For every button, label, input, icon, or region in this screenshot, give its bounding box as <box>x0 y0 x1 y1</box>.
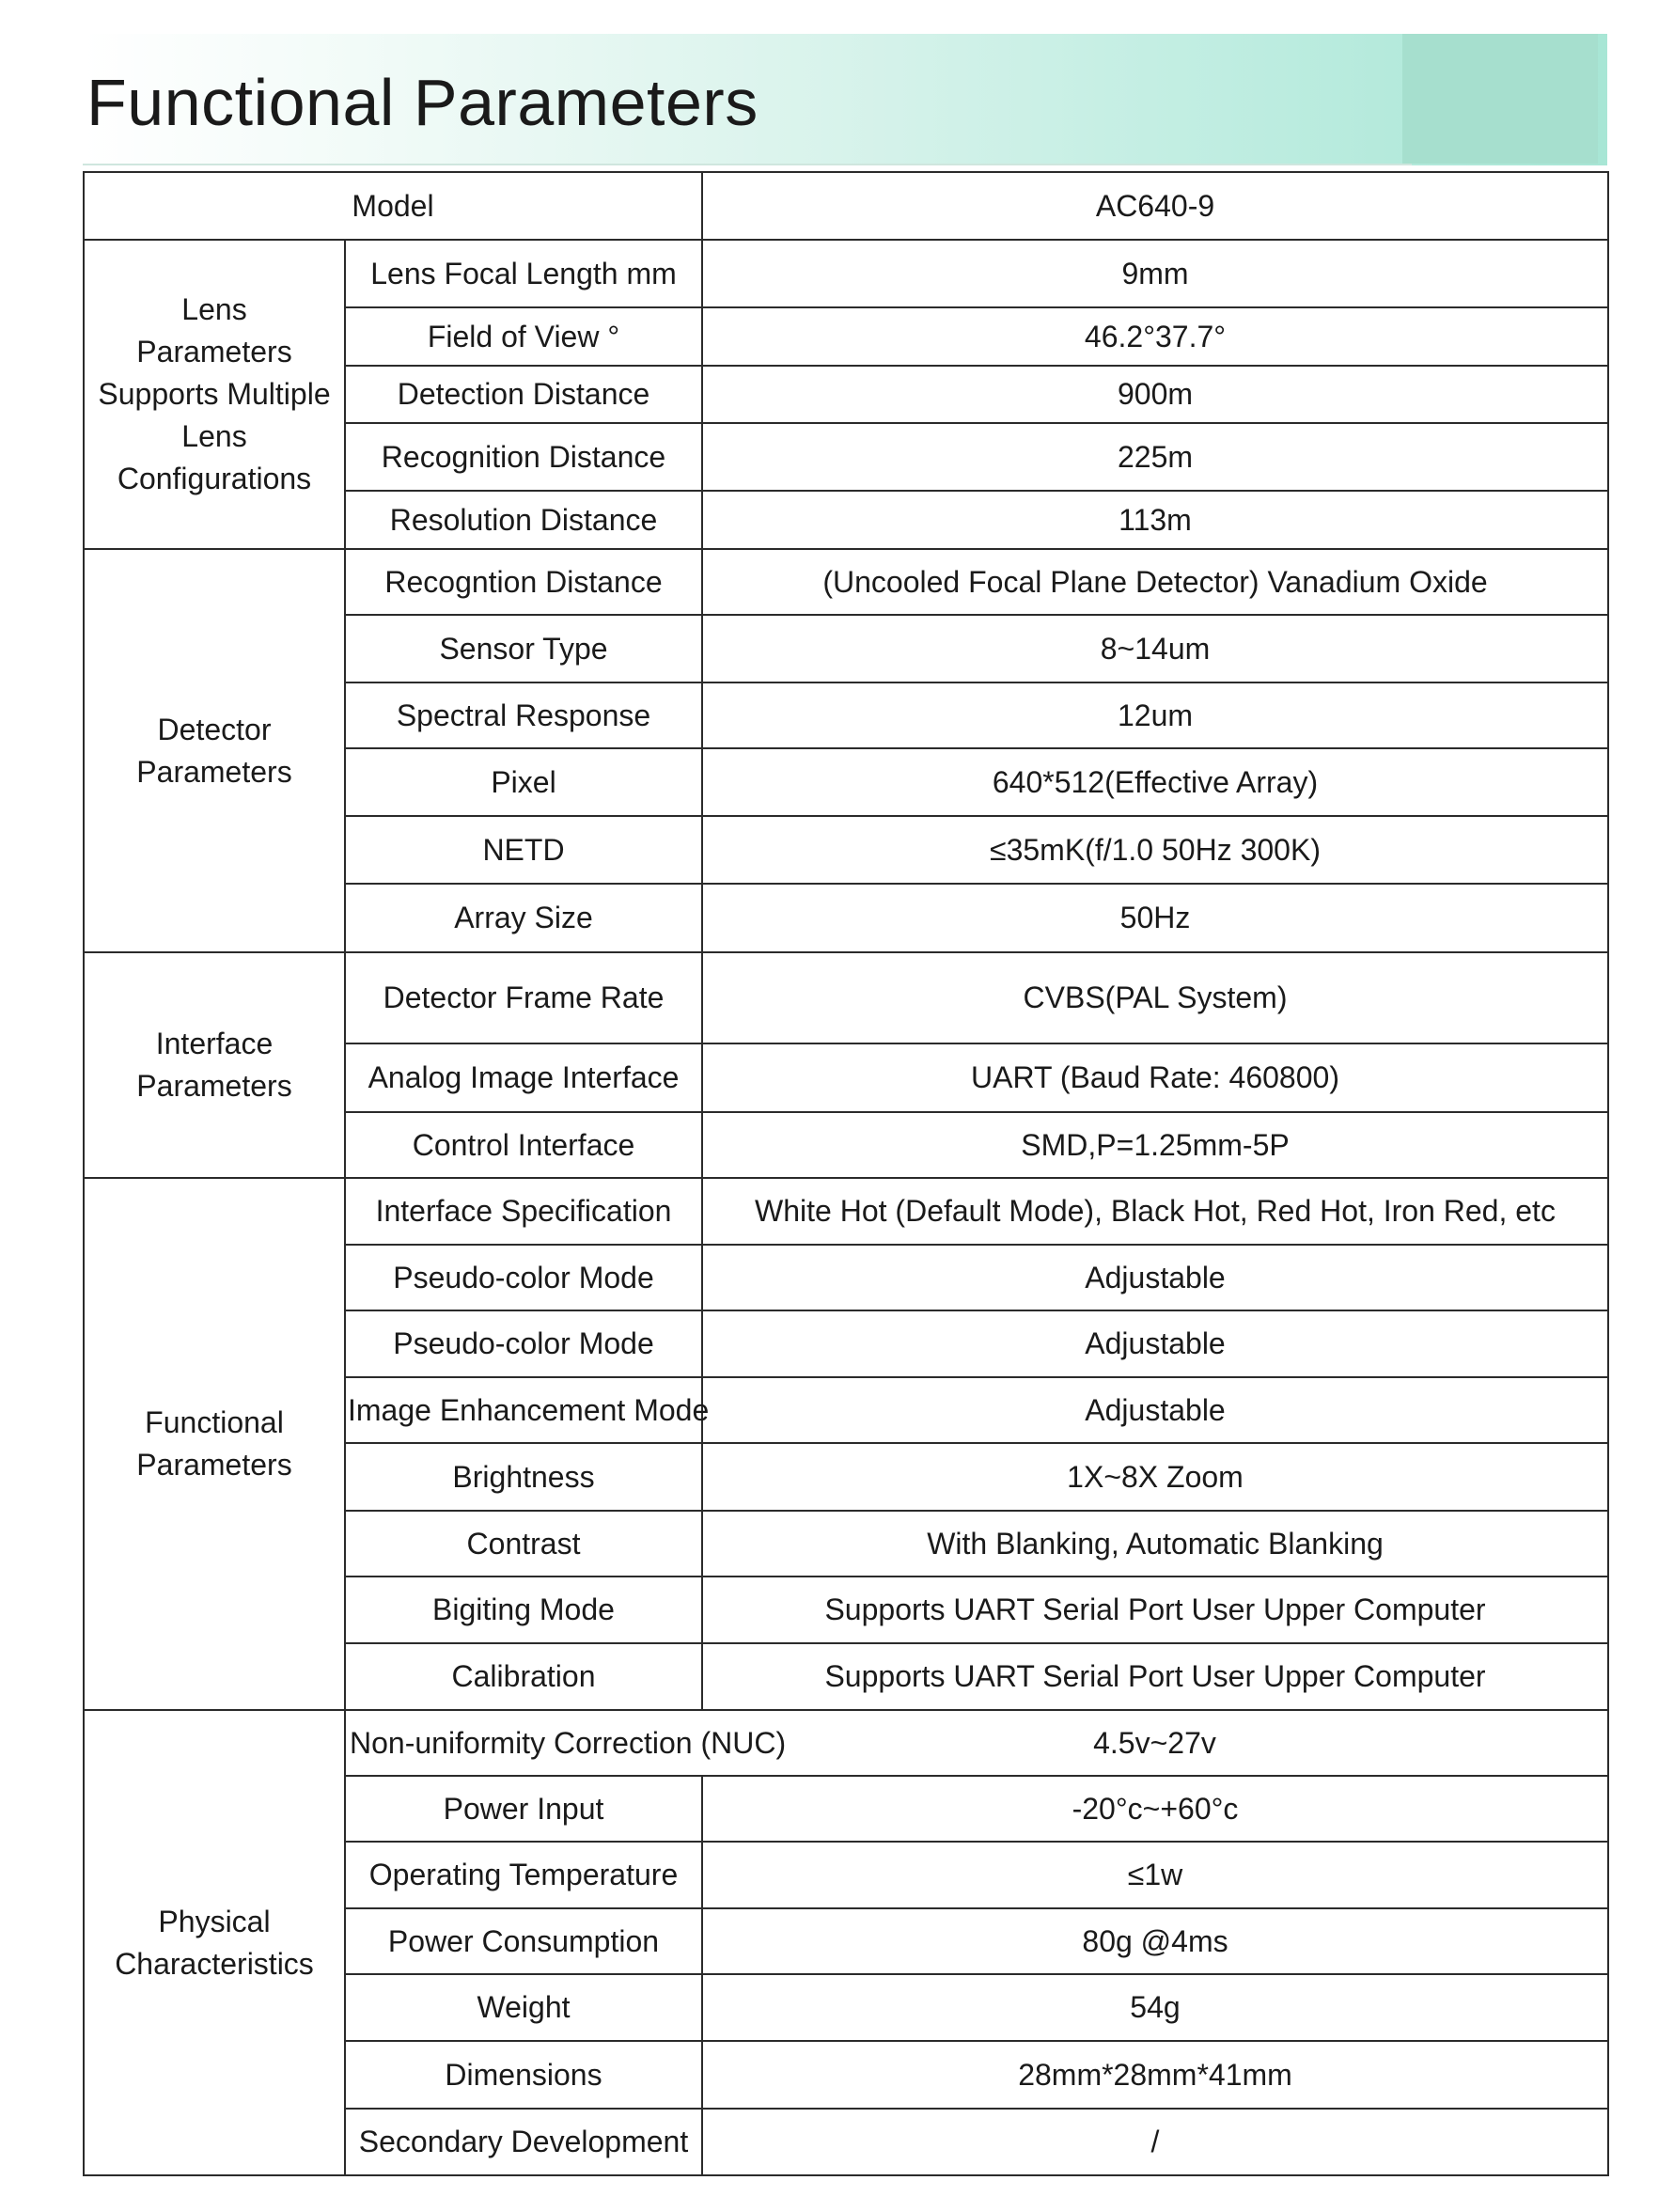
title-banner <box>83 34 1607 165</box>
model-value: AC640-9 <box>702 172 1608 240</box>
parameter-value: 640*512(Effective Array) <box>702 748 1608 816</box>
category-line: Parameters <box>136 335 292 369</box>
parameter-value: 4.5v~27v <box>702 1710 1608 1776</box>
table-row <box>84 549 1608 615</box>
parameter-name: Brightness <box>345 1443 702 1511</box>
category-line: Characteristics <box>115 1946 314 1981</box>
parameter-value: 50Hz <box>702 884 1608 952</box>
parameter-value: 28mm*28mm*41mm <box>702 2041 1608 2109</box>
parameter-value: 12um <box>702 682 1608 748</box>
parameter-value: ≤1w <box>702 1842 1608 1908</box>
parameter-value: -20°c~+60°c <box>702 1776 1608 1842</box>
category-line: Physical <box>158 1904 271 1938</box>
parameter-value: 54g <box>702 1974 1608 2041</box>
table-row <box>84 240 1608 307</box>
parameter-name: NETD <box>345 816 702 884</box>
parameter-name: Recognition Distance <box>345 423 702 491</box>
category-cell <box>84 952 345 1178</box>
parameter-value: Adjustable <box>702 1377 1608 1443</box>
category-cell <box>84 240 345 549</box>
parameter-name: Analog Image Interface <box>345 1043 702 1112</box>
model-row <box>84 172 1608 240</box>
category-cell <box>84 549 345 952</box>
parameter-value: 900m <box>702 366 1608 423</box>
parameter-name: Array Size <box>345 884 702 952</box>
category-line: Lens Configurations <box>117 419 312 495</box>
parameter-name: Contrast <box>345 1511 702 1577</box>
table-row <box>84 1178 1608 1245</box>
parameter-name: Pseudo-color Mode <box>345 1310 702 1377</box>
parameter-value: / <box>702 2109 1608 2175</box>
table-row <box>84 952 1608 1043</box>
category-line: Parameters <box>136 1069 292 1103</box>
parameter-value: SMD,P=1.25mm-5P <box>702 1112 1608 1178</box>
category-line: Supports Multiple <box>98 377 331 411</box>
parameter-value: CVBS(PAL System) <box>702 952 1608 1043</box>
parameter-name: Resolution Distance <box>345 491 702 549</box>
parameter-name: Secondary Development <box>345 2109 702 2175</box>
parameter-name: Image Enhancement Mode <box>345 1377 702 1443</box>
parameter-name: Interface Specification <box>345 1178 702 1245</box>
parameter-name: Pixel <box>345 748 702 816</box>
parameter-value: Adjustable <box>702 1245 1608 1310</box>
parameter-value: White Hot (Default Mode), Black Hot, Red Hot, Iron Red, etc <box>702 1178 1608 1245</box>
banner-accent-block <box>1402 34 1598 164</box>
banner-underline <box>83 164 1412 165</box>
parameter-value: Supports UART Serial Port User Upper Computer <box>702 1643 1608 1710</box>
parameter-name: Detector Frame Rate <box>345 952 702 1043</box>
parameter-name: Non-uniformity Correction (NUC) <box>345 1710 702 1776</box>
category-line: Functional <box>145 1405 284 1439</box>
page-title: Functional Parameters <box>86 66 759 139</box>
category-cell <box>84 1178 345 1710</box>
parameter-name: Spectral Response <box>345 682 702 748</box>
parameter-name: Field of View ° <box>345 307 702 366</box>
parameter-value: 80g @4ms <box>702 1908 1608 1974</box>
parameter-value: 8~14um <box>702 615 1608 682</box>
parameter-value: 113m <box>702 491 1608 549</box>
parameter-value: With Blanking, Automatic Blanking <box>702 1511 1608 1577</box>
parameter-value: 225m <box>702 423 1608 491</box>
parameter-name: Dimensions <box>345 2041 702 2109</box>
parameter-value: Adjustable <box>702 1310 1608 1377</box>
parameter-name: Recogntion Distance <box>345 549 702 615</box>
parameter-name: Bigiting Mode <box>345 1577 702 1643</box>
parameter-name: Control Interface <box>345 1112 702 1178</box>
parameter-name: Operating Temperature <box>345 1842 702 1908</box>
parameter-value: Supports UART Serial Port User Upper Computer <box>702 1577 1608 1643</box>
parameter-name: Lens Focal Length mm <box>345 240 702 307</box>
parameter-value: UART (Baud Rate: 460800) <box>702 1043 1608 1112</box>
spec-table <box>83 171 1609 2176</box>
parameter-name: Pseudo-color Mode <box>345 1245 702 1310</box>
parameter-name: Calibration <box>345 1643 702 1710</box>
model-label: Model <box>84 172 702 240</box>
category-line: Parameters <box>136 754 292 789</box>
parameter-value: (Uncooled Focal Plane Detector) Vanadium Oxide <box>702 549 1608 615</box>
category-cell <box>84 1710 345 2175</box>
parameter-name: Power Input <box>345 1776 702 1842</box>
category-line: Lens <box>181 292 247 326</box>
parameter-name: Weight <box>345 1974 702 2041</box>
table-row <box>84 1710 1608 1776</box>
parameter-name: Power Consumption <box>345 1908 702 1974</box>
parameter-value: ≤35mK(f/1.0 50Hz 300K) <box>702 816 1608 884</box>
parameter-name: Detection Distance <box>345 366 702 423</box>
category-line: Interface <box>155 1027 274 1060</box>
parameter-value: 46.2°37.7° <box>702 307 1608 366</box>
parameter-value: 9mm <box>702 240 1608 307</box>
parameter-name: Sensor Type <box>345 615 702 682</box>
parameter-value: 1X~8X Zoom <box>702 1443 1608 1511</box>
category-line: Detector <box>157 712 272 746</box>
category-line: Parameters <box>136 1448 292 1482</box>
spec-table-body <box>84 172 1608 2175</box>
